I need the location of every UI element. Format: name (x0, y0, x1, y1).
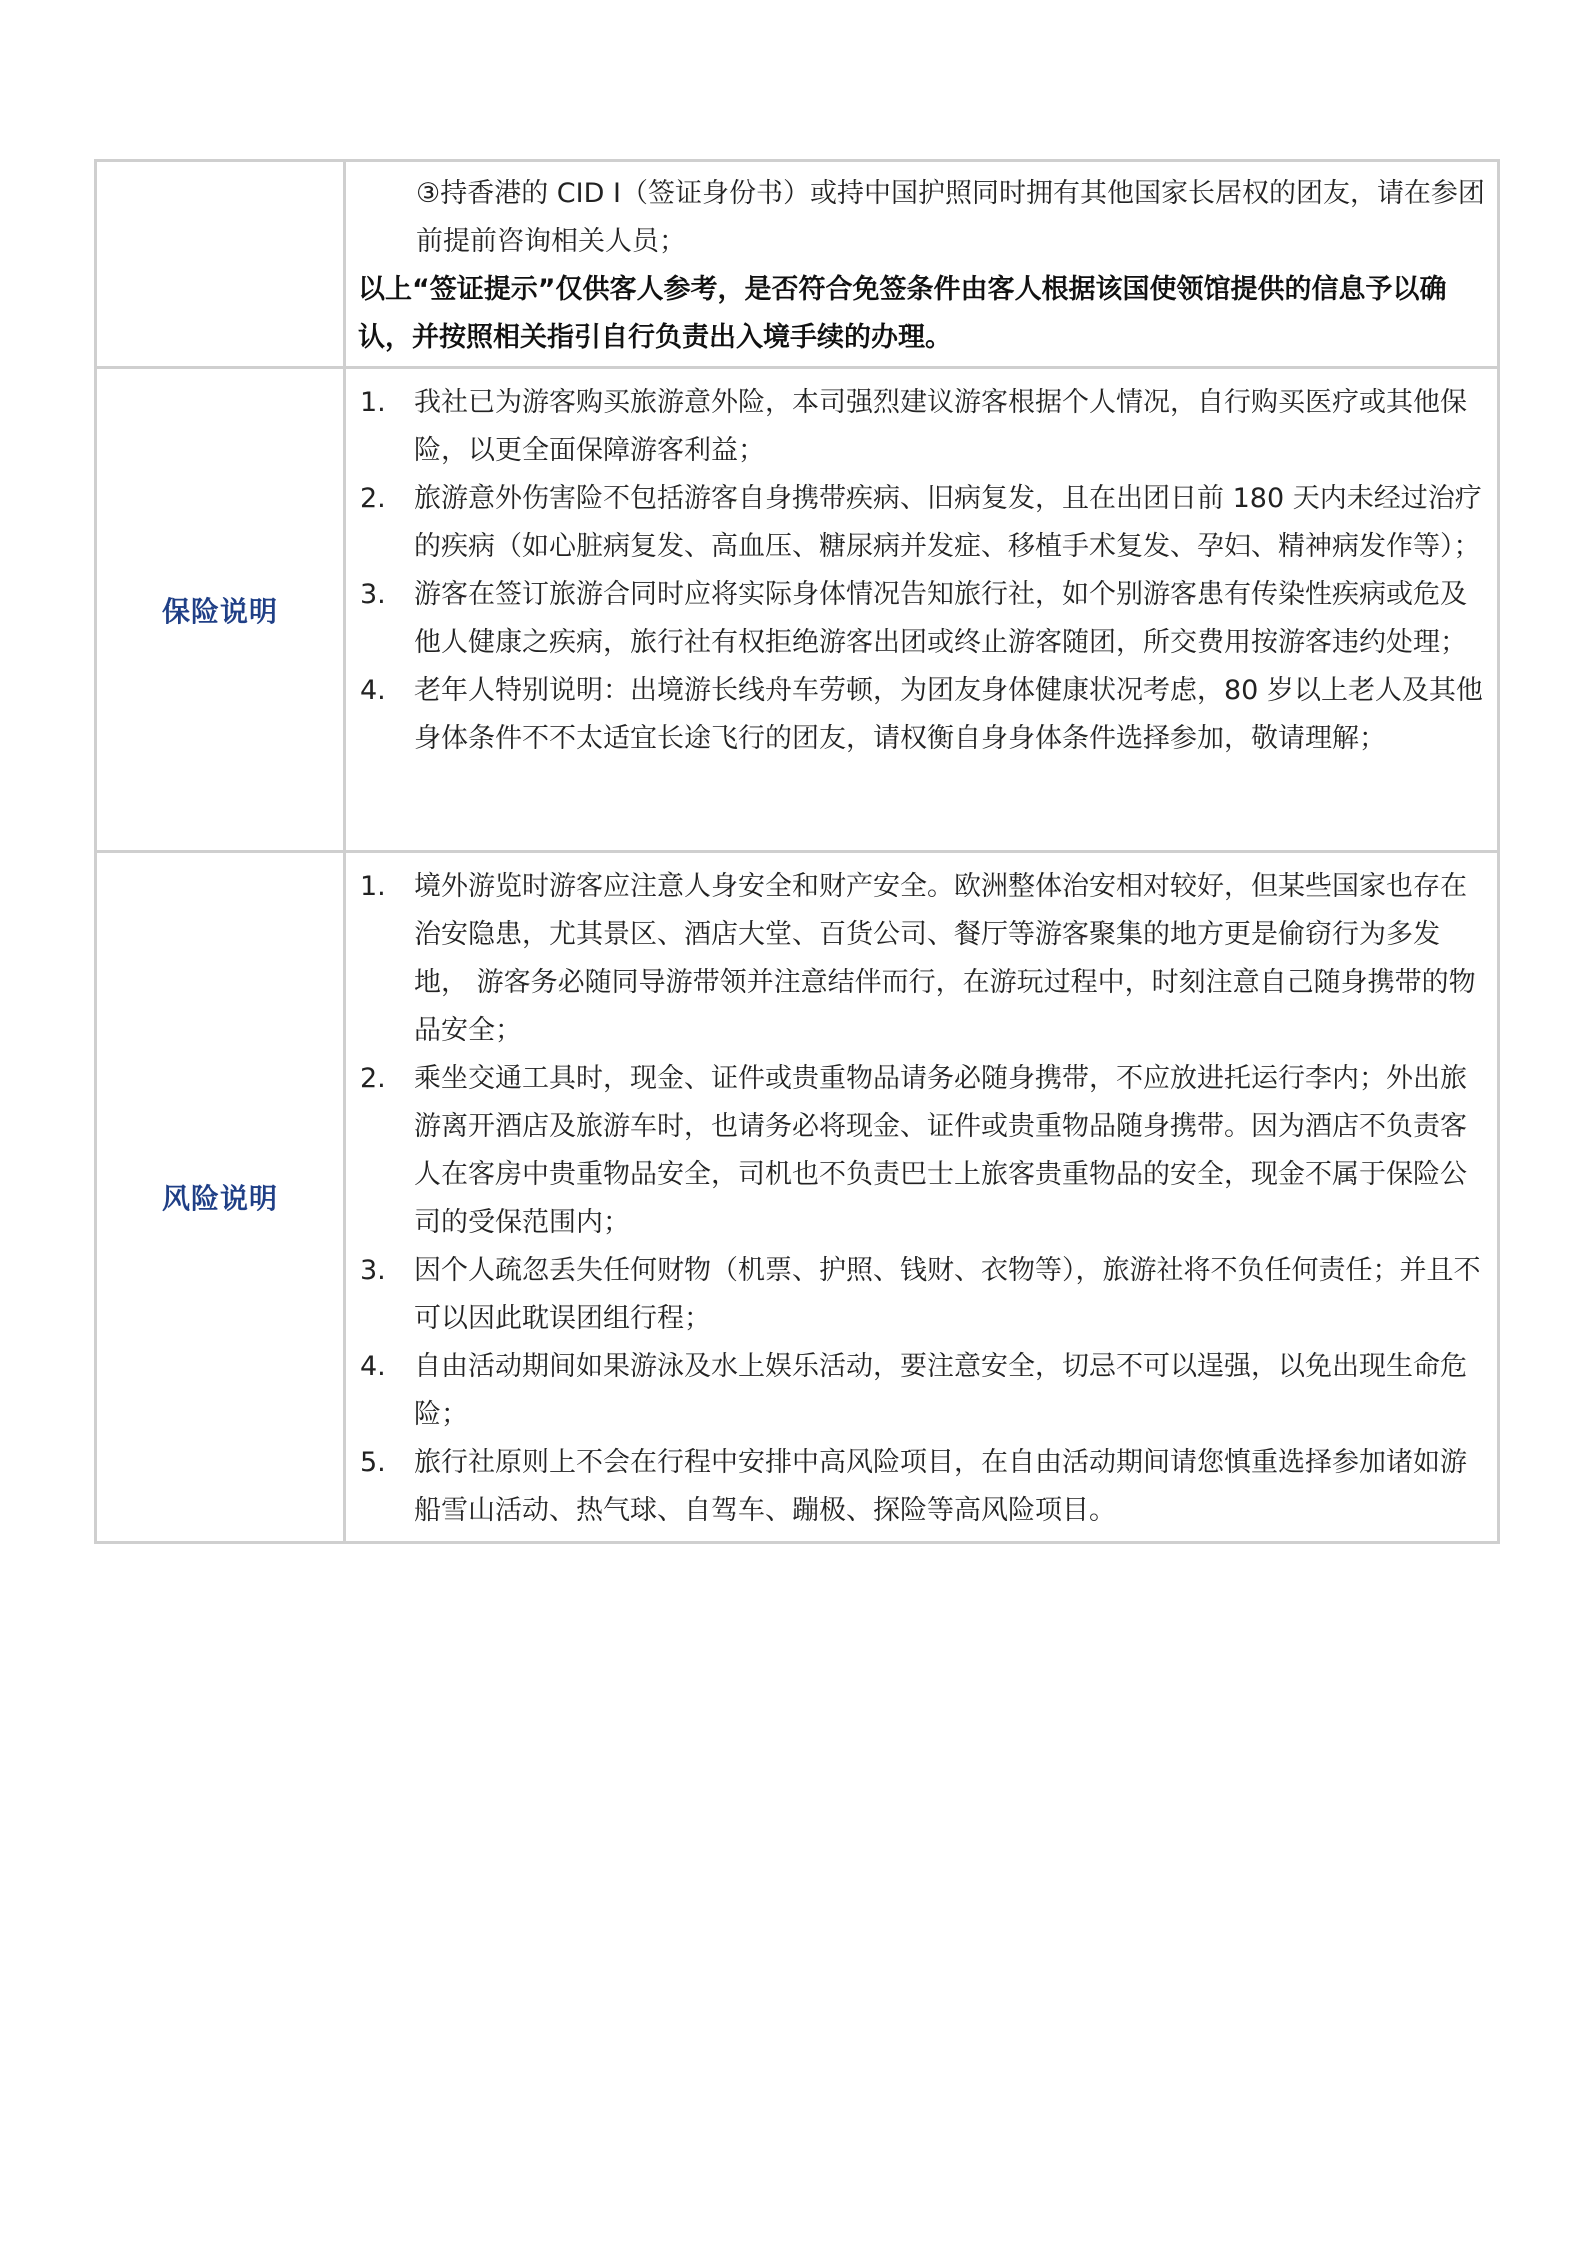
list-item (356, 667, 1487, 763)
item-number: 2. (360, 483, 386, 514)
list-item (356, 1247, 1487, 1343)
item-number: 1. (360, 387, 386, 418)
list-item (356, 1055, 1487, 1247)
risk-list (356, 863, 1487, 1535)
item-number: 2. (360, 1063, 386, 1094)
item-text: 因个人疏忽丢失任何财物（机票、护照、钱财、衣物等），旅游社将不负任何责任；并且不可以因此耽误团组行程； (414, 1255, 1481, 1334)
item-text: 自由活动期间如果游泳及水上娱乐活动，要注意安全，切忌不可以逞强，以免出现生命危险； (414, 1351, 1467, 1430)
item-number: 4. (360, 1351, 386, 1382)
item-text: 旅游意外伤害险不包括游客自身携带疾病、旧病复发，且在出团日前 180 天内未经过治疗的疾病（如心脏病复发、高血压、糖尿病并发症、移植手术复发、孕妇、精神病发作等）； (414, 483, 1482, 562)
risk-section-label: 风险说明 (161, 1182, 278, 1215)
item-text: 游客在签订旅游合同时应将实际身体情况告知旅行社，如个别游客患有传染性疾病或危及他人健康之疾病，旅行社有权拒绝游客出团或终止游客随团，所交费用按游客违约处理； (414, 579, 1467, 658)
item-text: 旅行社原则上不会在行程中安排中高风险项目，在自由活动期间请您慎重选择参加诸如游船雪山活动、热气球、自驾车、蹦极、探险等高风险项目。 (414, 1447, 1467, 1526)
item-number: 1. (360, 871, 386, 902)
insurance-row (96, 368, 1499, 852)
item-number: 3. (360, 1255, 386, 1286)
insurance-section-label: 保险说明 (161, 594, 278, 628)
item-number: 5. (360, 1447, 386, 1478)
list-item (356, 863, 1487, 1055)
list-item (356, 571, 1487, 667)
info-table (94, 159, 1500, 1544)
item-text: 我社已为游客购买旅游意外险，本司强烈建议游客根据个人情况，自行购买医疗或其他保险，以更全面保障游客利益； (414, 387, 1467, 466)
item-number: 3. (360, 579, 386, 610)
visa-disclaimer: 以上“签证提示”仅供客人参考，是否符合免签条件由客人根据该国使领馆提供的信息予以确认，并按照相关指引自行负责出入境手续的办理。 (358, 274, 1447, 353)
visa-item-3: ③持香港的 CID I（签证身份书）或持中国护照同时拥有其他国家长居权的团友，请在参团前提前咨询相关人员； (416, 178, 1485, 257)
list-item (356, 475, 1487, 571)
insurance-content-cell (345, 368, 1499, 852)
insurance-list (356, 379, 1487, 763)
list-item (356, 1439, 1487, 1535)
visa-label-cell (96, 161, 345, 368)
risk-row (96, 852, 1499, 1543)
item-text: 境外游览时游客应注意人身安全和财产安全。欧洲整体治安相对较好，但某些国家也存在 治安隐患，尤其景区、酒店大堂、百货公司、餐厅等游客聚集的地方更是偷窃行为多发地， 游客务必随同导游带领并注意结伴而行，在游玩过程中，时刻注意自己随身携带的物品安全； (414, 871, 1476, 1046)
visa-row (96, 161, 1499, 368)
item-number: 4. (360, 675, 386, 706)
item-text: 老年人特别说明：出境游长线舟车劳顿，为团友身体健康状况考虑，80 岁以上老人及其他身体条件不不太适宜长途飞行的团友，请权衡自身身体条件选择参加，敬请理解； (414, 675, 1483, 754)
risk-content-cell (345, 852, 1499, 1543)
insurance-label-cell (96, 368, 345, 852)
item-text: 乘坐交通工具时，现金、证件或贵重物品请务必随身携带，不应放进托运行李内；外出旅游离开酒店及旅游车时，也请务必将现金、证件或贵重物品随身携带。因为酒店不负责客人在客房中贵重物品安全，司机也不负责巴士上旅客贵重物品的安全，现金不属于保险公司的受保范围内； (414, 1063, 1467, 1238)
list-item (356, 1343, 1487, 1439)
risk-label-cell (96, 852, 345, 1543)
list-item (356, 379, 1487, 475)
visa-content-cell (345, 161, 1499, 368)
